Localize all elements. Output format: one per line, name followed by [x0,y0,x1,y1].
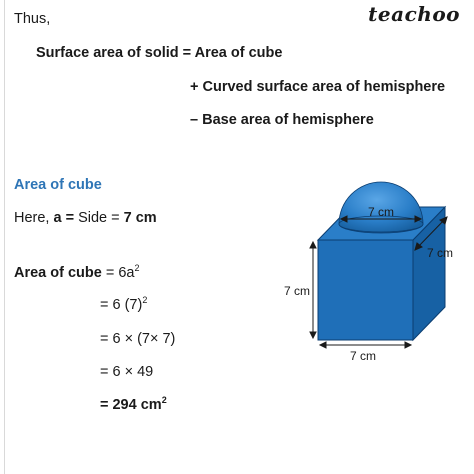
calc-step-2: = 6 × (7× 7) [100,331,176,347]
depth-label: 7 cm [427,246,454,260]
height-arrow-top [310,242,316,248]
hemisphere-label: 7 cm [368,205,395,219]
teachoo-logo: teachoo [368,2,460,26]
calc-eq0: = 6a [101,265,135,281]
cube-front-face [318,240,413,340]
calc-result-exp: 2 [161,395,167,405]
calc-step-3: = 6 × 49 [100,364,154,380]
intro-text: Thus, [14,11,51,27]
calc-result-main: = 294 cm [100,397,162,413]
given-mid: Side = [78,210,124,226]
bottom-arrow-left [320,342,326,348]
formula-line-2: + Curved surface area of hemisphere [190,79,446,95]
given-prefix: Here, [14,210,54,226]
given-value: 7 cm [123,210,157,226]
formula-line-3: – Base area of hemisphere [190,112,374,128]
height-arrow-bottom [310,332,316,338]
calc-step1-base: = 6 (7) [100,297,143,313]
calc-exp: 2 [134,263,140,273]
height-label: 7 cm [284,284,311,298]
bottom-label: 7 cm [350,349,377,363]
calc-label: Area of cube [14,265,102,281]
section-heading: Area of cube [14,177,102,193]
calc-step1-exp: 2 [142,295,148,305]
bottom-arrow-right [405,342,411,348]
given-variable: a = [53,210,79,226]
formula-line-1: Surface area of solid = Area of cube [36,45,283,61]
